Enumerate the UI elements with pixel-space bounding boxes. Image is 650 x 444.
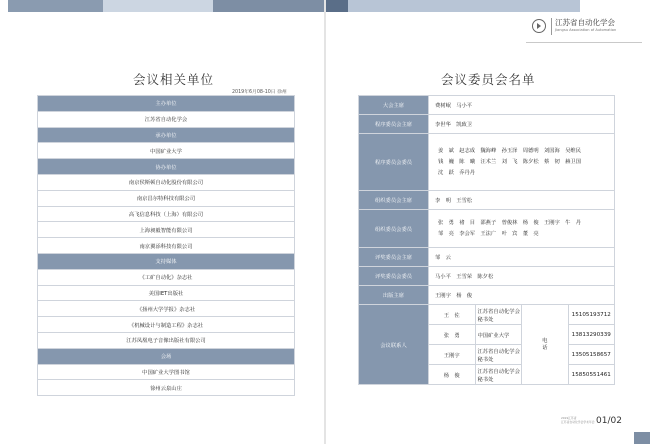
table-row bbox=[359, 248, 615, 267]
header-rule bbox=[526, 42, 642, 43]
table-row bbox=[359, 191, 615, 210]
table-row bbox=[38, 348, 295, 364]
contact-phone: 15105193712 bbox=[568, 305, 615, 325]
unit-name: 中国矿业大学 bbox=[38, 143, 295, 159]
unit-name: 江苏省自动化学会 bbox=[38, 111, 295, 127]
logo-divider bbox=[551, 18, 552, 35]
section-header: 会场 bbox=[38, 348, 295, 364]
unit-name: 江苏凤凰电子音像出版社有限公司 bbox=[38, 332, 295, 348]
unit-name: 上海昶毅智能有限公司 bbox=[38, 222, 295, 238]
table-row bbox=[38, 174, 295, 190]
table-row bbox=[38, 111, 295, 127]
row-label: 程序委员会委员 bbox=[359, 134, 429, 191]
table-row bbox=[38, 238, 295, 254]
related-units-table bbox=[37, 95, 295, 396]
section-header: 支持媒体 bbox=[38, 253, 295, 269]
contact-name: 王刚宇 bbox=[429, 345, 476, 365]
table-row bbox=[38, 96, 295, 112]
row-value bbox=[429, 210, 615, 248]
table-row bbox=[38, 301, 295, 317]
contact-name: 张 勇 bbox=[429, 325, 476, 345]
org-name-en: Jiangsu Association of Automation bbox=[555, 28, 617, 32]
row-label: 组织委员会委员 bbox=[359, 210, 429, 248]
footer-note bbox=[561, 417, 595, 424]
names-line: 姜 斌 赵志成 魏海峰 孙玉泽 周德明 刘国海 吴维民 bbox=[438, 147, 582, 154]
unit-name: 《机械设计与制造工程》杂志社 bbox=[38, 317, 295, 333]
table-row bbox=[38, 332, 295, 348]
unit-name: 《扬州大学学报》杂志社 bbox=[38, 301, 295, 317]
contact-name: 王 佐 bbox=[429, 305, 476, 325]
unit-name: 高飞信息科技（上海）有限公司 bbox=[38, 206, 295, 222]
contact-name: 杨 俊 bbox=[429, 365, 476, 385]
row-value: 李世华 凯致卫 bbox=[429, 115, 615, 134]
phone-label bbox=[522, 305, 569, 385]
table-row bbox=[359, 134, 615, 191]
org-name-cn: 江苏省自动化学会 bbox=[555, 18, 615, 27]
footer-note-line: 2019江苏省 bbox=[561, 416, 577, 420]
table-row bbox=[359, 305, 615, 325]
row-label: 出版主席 bbox=[359, 286, 429, 305]
row-value bbox=[429, 134, 615, 191]
table-row bbox=[38, 222, 295, 238]
section-header: 主办单位 bbox=[38, 96, 295, 112]
unit-name: 南京昌尔特科技有限公司 bbox=[38, 190, 295, 206]
decor-bar bbox=[213, 0, 324, 12]
contact-org: 江苏省自动化学会秘书处 bbox=[475, 305, 522, 325]
right-page-title: 会议委员会名单 bbox=[441, 72, 536, 87]
names-line: 邹 亮 李会军 王法广 叶 宾 董 亮 bbox=[438, 230, 539, 237]
table-row bbox=[359, 96, 615, 115]
table-row bbox=[38, 127, 295, 143]
table-row bbox=[38, 285, 295, 301]
row-value: 马小平 王雪荣 陈夕松 bbox=[429, 267, 615, 286]
unit-name: 《工矿自动化》杂志社 bbox=[38, 269, 295, 285]
table-row bbox=[38, 159, 295, 175]
row-label: 评奖委员会主席 bbox=[359, 248, 429, 267]
row-value: 邹 云 bbox=[429, 248, 615, 267]
table-row bbox=[38, 364, 295, 380]
play-circle-icon bbox=[532, 19, 546, 33]
contact-phone: 13813290339 bbox=[568, 325, 615, 345]
table-row bbox=[38, 190, 295, 206]
contact-org: 江苏省自动化学会秘书处 bbox=[475, 365, 522, 385]
page-number: 01/02 bbox=[596, 416, 622, 426]
decor-bar bbox=[326, 0, 348, 12]
table-row bbox=[38, 206, 295, 222]
decor-bar bbox=[8, 0, 103, 12]
unit-name: 南京翼添科技有限公司 bbox=[38, 238, 295, 254]
left-page-title: 会议相关单位 bbox=[133, 72, 215, 87]
contact-phone: 13505158657 bbox=[568, 345, 615, 365]
table-row bbox=[359, 267, 615, 286]
association-logo bbox=[528, 14, 638, 40]
row-label: 组织委员会主席 bbox=[359, 191, 429, 210]
decor-bar bbox=[103, 0, 213, 12]
row-value: 王刚宇 杨 俊 bbox=[429, 286, 615, 305]
footer-note-line: 江苏省自动化学会学术年会 bbox=[561, 419, 595, 424]
contact-org: 中国矿业大学 bbox=[475, 325, 522, 345]
row-value: 李 明 王雪松 bbox=[429, 191, 615, 210]
committee-table bbox=[358, 95, 615, 385]
unit-name: 南京侯斯顿自动化股份有限公司 bbox=[38, 174, 295, 190]
table-row bbox=[38, 380, 295, 396]
row-label: 大会主席 bbox=[359, 96, 429, 115]
unit-name: 徐州云泉山庄 bbox=[38, 380, 295, 396]
table-row bbox=[38, 269, 295, 285]
table-row bbox=[38, 143, 295, 159]
table-row bbox=[38, 317, 295, 333]
contact-org: 江苏省自动化学会秘书处 bbox=[475, 345, 522, 365]
corner-decor bbox=[634, 432, 650, 444]
section-header: 承办单位 bbox=[38, 127, 295, 143]
phone-label-text: 电 话 bbox=[542, 337, 548, 351]
table-row bbox=[359, 286, 615, 305]
names-line: 钱 巍 陈 曦 汪术兰 刘 飞 陈夕松 蔡 韧 赫卫国 bbox=[438, 158, 582, 165]
contact-phone: 15850551461 bbox=[568, 365, 615, 385]
names-line: 沈 跃 乔丹丹 bbox=[438, 169, 476, 176]
table-row bbox=[38, 253, 295, 269]
unit-name: 中国矿业大学图书馆 bbox=[38, 364, 295, 380]
decor-bar bbox=[348, 0, 580, 12]
row-label: 会议联系人 bbox=[359, 305, 429, 385]
row-label: 评奖委员会委员 bbox=[359, 267, 429, 286]
row-value: 费树岷 马小平 bbox=[429, 96, 615, 115]
row-label: 程序委员会主席 bbox=[359, 115, 429, 134]
date-location: 2019年6月08-10日 徐州 bbox=[232, 90, 287, 95]
section-header: 协办单位 bbox=[38, 159, 295, 175]
unit-name: 美国IET出版社 bbox=[38, 285, 295, 301]
names-line: 张 勇 褚 目 邵燕子 曾俊林 杨 俊 王刚宇 牛 丹 bbox=[438, 219, 582, 226]
table-row bbox=[359, 210, 615, 248]
table-row bbox=[359, 115, 615, 134]
